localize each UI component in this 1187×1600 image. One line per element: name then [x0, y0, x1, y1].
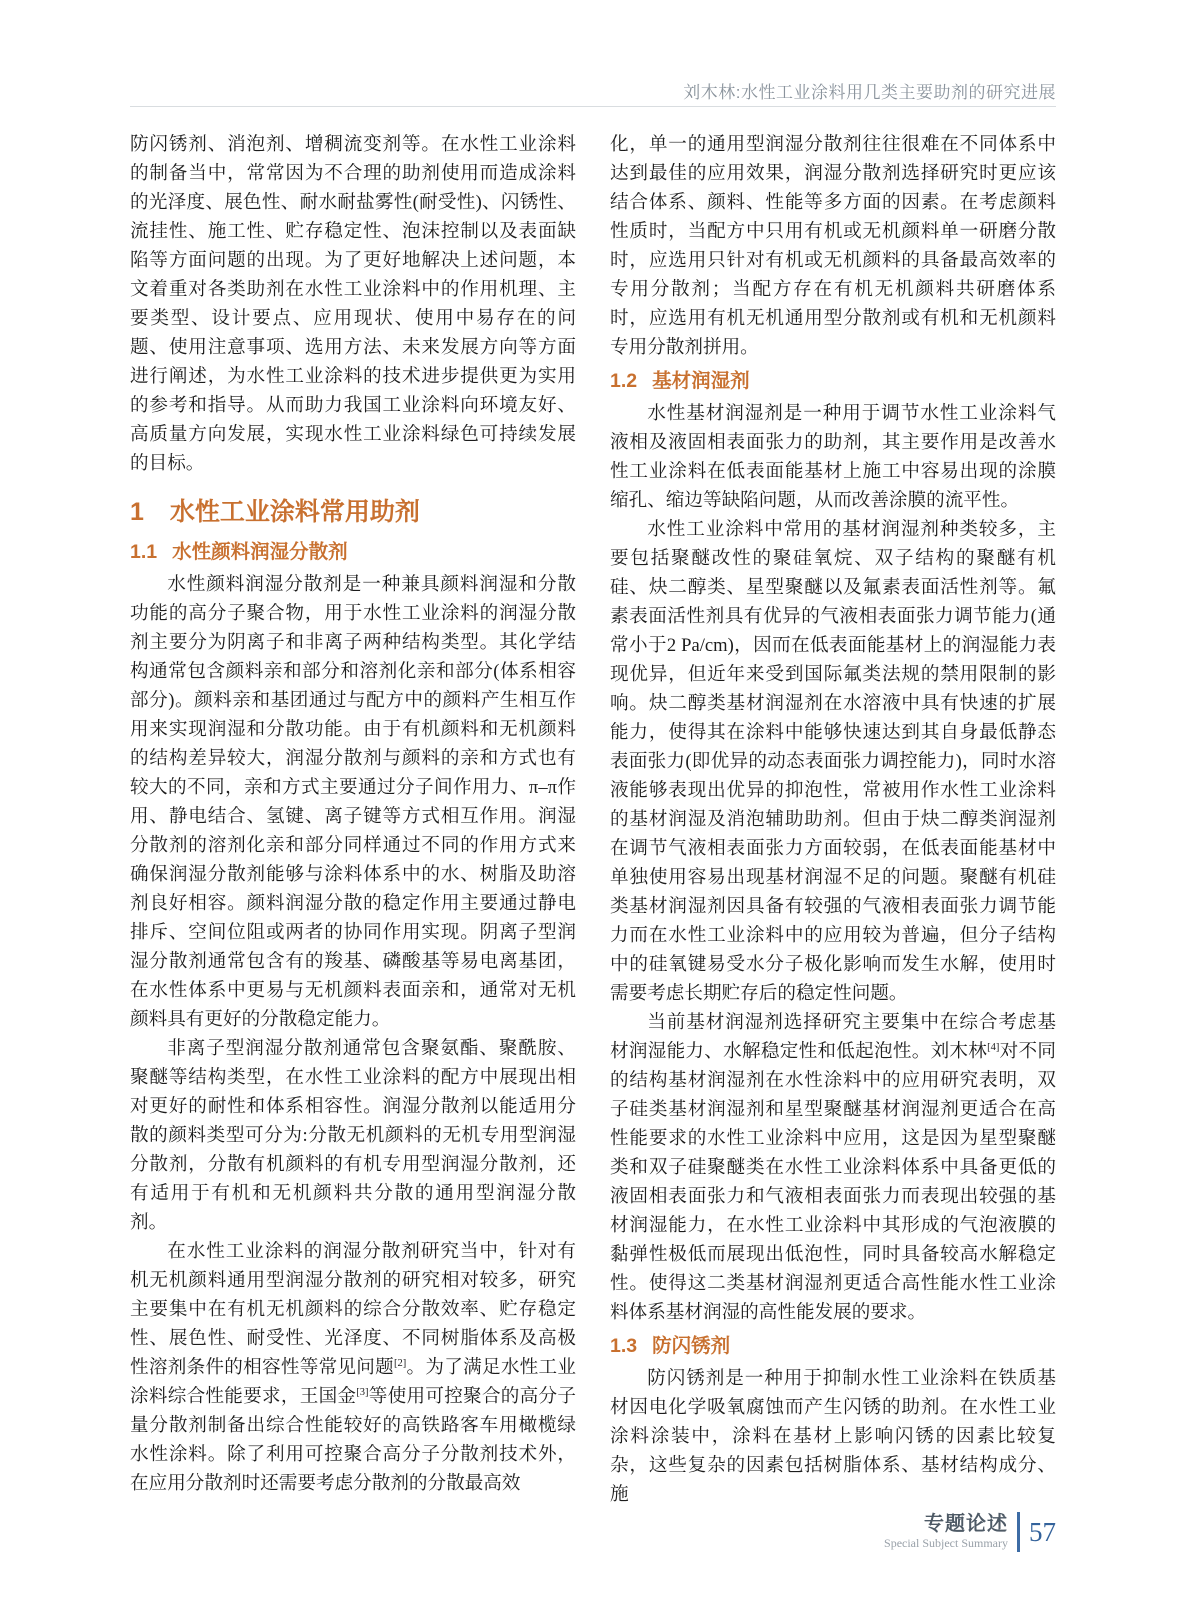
footer-section-title-cn: 专题论述 [924, 1513, 1008, 1535]
paragraph: 化，单一的通用型润湿分散剂往往很难在不同体系中达到最佳的应用效果，润湿分散剂选择研究时更应该结合体系、颜料、性能等多方面的因素。在考虑颜料性质时，当配方中只用有机或无机颜料单一研磨分散时，应选用只针对有机或无机颜料的具备最高效率的专用分散剂；当配方存在有机无机颜料共研磨体系时，应选用有机无机通用型分散剂或有机和无机颜料专用分散剂拼用。 [610, 134, 1056, 358]
heading-title: 防闪锈剂 [652, 1335, 731, 1357]
heading-number: 1.3 [610, 1335, 638, 1357]
heading-title: 水性工业涂料常用助剂 [169, 498, 420, 526]
paragraph: 防闪锈剂是一种用于抑制水性工业涂料在铁质基材因电化学吸氧腐蚀而产生闪锈的助剂。在水性工业涂料涂装中，涂料在基材上影响闪锈的因素比较复杂，这些复杂的因素包括树脂体系、基材结构成分、施 [610, 1368, 1056, 1505]
paragraph: 在水性工业涂料的润湿分散剂研究当中，针对有机无机颜料通用型润湿分散剂的研究相对较多，研究主要集中在有机无机颜料的综合分散效率、贮存稳定性、展色性、耐受性、光泽度、不同树脂体系及高极性溶剂条件的相容性等常见问题[2]。为了满足水性工业涂料综合性能要求，王国金[3]等使用可控聚合的高分子量分散剂制备出综合性能较好的高铁路客车用橄榄绿水性涂料。除了利用可控聚合高分子分散剂技术外，在应用分散剂时还需要考虑分散剂的分散最高效 [130, 1241, 576, 1494]
heading-number: 1.2 [610, 370, 638, 392]
citation-ref: [4] [987, 1041, 1000, 1053]
paragraph: 水性基材润湿剂是一种用于调节水性工业涂料气液相及液固相表面张力的助剂，其主要作用是改善水性工业涂料在低表面能基材上施工中容易出现的涂膜缩孔、缩边等缺陷问题，从而改善涂膜的流平性。 [610, 403, 1056, 511]
heading-title: 水性颜料润湿分散剂 [172, 541, 348, 563]
right-column [610, 130, 1056, 1509]
footer-section-labels [884, 1513, 1008, 1551]
left-column [130, 130, 576, 1509]
subsection-heading [610, 369, 1056, 393]
footer-divider-bar [1017, 1512, 1020, 1552]
page-number: 57 [1029, 1516, 1056, 1547]
footer-section-title-en: Special Subject Summary [884, 1536, 1008, 1550]
paragraph: 防闪锈剂、消泡剂、增稠流变剂等。在水性工业涂料的制备当中，常常因为不合理的助剂使用而造成涂料的光泽度、展色性、耐水耐盐雾性(耐受性)、闪锈性、流挂性、施工性、贮存稳定性、泡沫控制以及表面缺陷等方面问题的出现。为了更好地解决上述问题，本文着重对各类助剂在水性工业涂料中的作用机理、主要类型、设计要点、应用现状、使用中易存在的问题、使用注意事项、选用方法、未来发展方向等方面进行阐述，为水性工业涂料的技术进步提供更为实用的参考和指导。从而助力我国工业涂料向环境友好、高质量方向发展，实现水性工业涂料绿色可持续发展的目标。 [130, 134, 576, 474]
paragraph: 非离子型润湿分散剂通常包含聚氨酯、聚酰胺、聚醚等结构类型，在水性工业涂料的配方中展现出相对更好的耐性和体系相容性。润湿分散剂以能适用分散的颜料类型可分为:分散无机颜料的无机专用型润湿分散剂，分散有机颜料的有机专用型润湿分散剂，还有适用于有机和无机颜料共分散的通用型润湿分散剂。 [130, 1038, 576, 1233]
subsection-heading [130, 540, 576, 564]
section-heading [130, 497, 576, 527]
citation-ref: [3] [356, 1386, 369, 1398]
subsection-heading [610, 1334, 1056, 1358]
running-head: 刘木林:水性工业涂料用几类主要助剂的研究进展 [683, 83, 1056, 102]
paragraph: 当前基材润湿剂选择研究主要集中在综合考虑基材润湿能力、水解稳定性和低起泡性。刘木林[4]对不同的结构基材润湿剂在水性涂料中的应用研究表明，双子硅类基材润湿剂和星型聚醚基材润湿剂更适合在高性能要求的水性工业涂料中应用，这是因为星型聚醚类和双子硅聚醚类在水性工业涂料体系中具备更低的液固相表面张力和气液相表面张力而表现出较强的基材润湿能力，在水性工业涂料中其形成的气泡液膜的黏弹性极低而展现出低泡性，同时具备较高水解稳定性。使得这二类基材润湿剂更适合高性能水性工业涂料体系基材润湿的高性能发展的要求。 [610, 1012, 1056, 1323]
page-footer [884, 1512, 1056, 1552]
citation-ref: [2] [394, 1357, 407, 1369]
paragraph: 水性工业涂料中常用的基材润湿剂种类较多，主要包括聚醚改性的聚硅氧烷、双子结构的聚醚有机硅、炔二醇类、星型聚醚以及氟素表面活性剂等。氟素表面活性剂具有优异的气液相表面张力调节能力(通常小于2 Pa/cm)，因而在低表面能基材上的润湿能力表现优异，但近年来受到国际氟类法规的禁用限制的影响。炔二醇类基材润湿剂在水溶液中具有快速的扩展能力，使得其在涂料中能够快速达到其自身最低静态表面张力(即优异的动态表面张力调控能力)，同时水溶液能够表现出优异的抑泡性，常被用作水性工业涂料的基材润湿及消泡辅助助剂。但由于炔二醇类润湿剂在调节气液相表面张力方面较弱，在低表面能基材中单独使用容易出现基材润湿不足的问题。聚醚有机硅类基材润湿剂因具备有较强的气液相表面张力调节能力而在水性工业涂料中的应用较为普遍，但分子结构中的硅氧键易受水分子极化影响而发生水解，使用时需要考虑长期贮存后的稳定性问题。 [610, 519, 1056, 1004]
article-body [130, 130, 1056, 1509]
paragraph: 水性颜料润湿分散剂是一种兼具颜料润湿和分散功能的高分子聚合物，用于水性工业涂料的润湿分散剂主要分为阴离子和非离子两种结构类型。其化学结构通常包含颜料亲和部分和溶剂化亲和部分(体系相容部分)。颜料亲和基团通过与配方中的颜料产生相互作用来实现润湿和分散功能。由于有机颜料和无机颜料的结构差异较大，润湿分散剂与颜料的亲和方式也有较大的不同，亲和方式主要通过分子间作用力、π–π作用、静电结合、氢键、离子键等方式相互作用。润湿分散剂的溶剂化亲和部分同样通过不同的作用方式来确保润湿分散剂能够与涂料体系中的水、树脂及助溶剂良好相容。颜料润湿分散的稳定作用主要通过静电排斥、空间位阻或两者的协同作用实现。阴离子型润湿分散剂通常包含有的羧基、磷酸基等易电离基团，在水性体系中更易与无机颜料表面亲和，通常对无机颜料具有更好的分散稳定能力。 [130, 574, 576, 1030]
header-rule [130, 106, 1056, 107]
heading-title: 基材润湿剂 [652, 370, 750, 392]
heading-number: 1.1 [130, 541, 158, 563]
heading-number: 1 [130, 498, 144, 526]
